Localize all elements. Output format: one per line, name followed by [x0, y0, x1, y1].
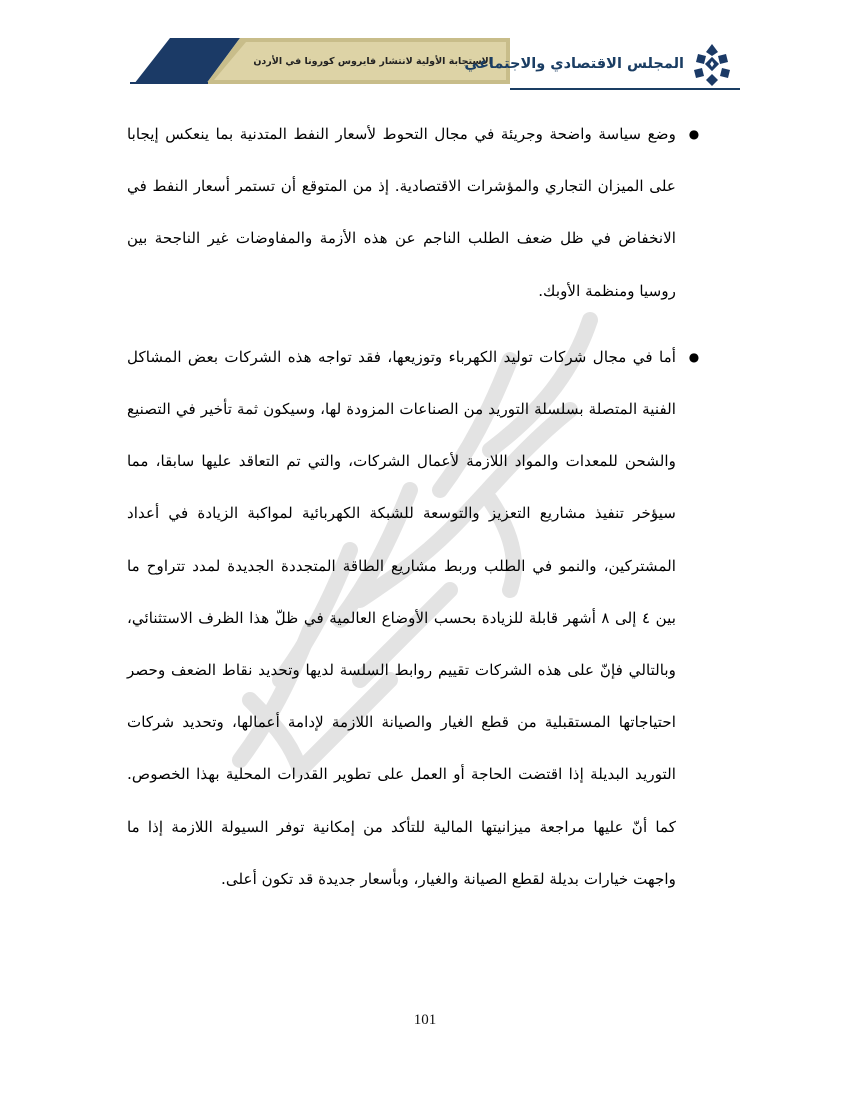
page-number: 101 [413, 1012, 437, 1028]
header-rule [510, 88, 740, 90]
bullet-paragraph-electricity [127, 331, 702, 905]
council-logo-icon [690, 42, 734, 88]
header-title: الاستجابة الأولية لانتشار فايروس كورونا في الأردن [253, 56, 492, 67]
bullet-icon: ● [688, 349, 700, 364]
organization-name: المجلس الاقتصادي والاجتماعي [464, 56, 684, 72]
bullet-paragraph-oil [127, 108, 702, 317]
document-body [127, 108, 702, 919]
paragraph-text: وضع سياسة واضحة وجريئة في مجال التحوط لأسعار النفط المتدنية بما ينعكس إيجابا على الميزان التجاري والمؤشرات الاقتصادية. إذ من المتوقع أن تستمر أسعار النفط في الانخفاض في ظل ضعف الطلب الناجم عن هذه الأزمة والمفاوضات غير الناجحة بين روسيا ومنظمة الأوبك. [127, 125, 676, 300]
paragraph-text: أما في مجال شركات توليد الكهرباء وتوزيعها، فقد تواجه هذه الشركات بعض المشاكل الفنية المتصلة بسلسلة التوريد من الصناعات المزودة لها، وسيكون ثمة تأخير في التصنيع والشحن للمعدات والمواد اللازمة لأعمال الشركات، والتي تم التعاقد عليها سابقا، مما سيؤخر تنفيذ مشاريع التعزيز والتوسعة للشبكة الكهربائية لمواكبة الزيادة في أعداد المشتركين، والنمو في الطلب وربط مشاريع الطاقة المتجددة الجديدة لمدد تتراوح ما بين ٤ إلى ٨ أشهر قابلة للزيادة بحسب الأوضاع العالمية في ظلّ هذا الظرف الاستثنائي، وبالتالي فإنّ على هذه الشركات تقييم روابط السلسة لديها وتحديد نقاط الضعف وحصر احتياجاتها المستقبلية من قطع الغيار والصيانة اللازمة لإدامة أعمالها، وتحديد شركات التوريد البديلة إذا اقتضت الحاجة أو العمل على تطوير القدرات المحلية بهذا الخصوص. كما أنّ عليها مراجعة ميزانيتها المالية للتأكد من إمكانية توفر السيولة اللازمة إذا ما واجهت خيارات بديلة لقطع الصيانة والغيار، وبأسعار جديدة قد تكون أعلى. [127, 347, 676, 888]
bullet-icon: ● [688, 126, 700, 141]
